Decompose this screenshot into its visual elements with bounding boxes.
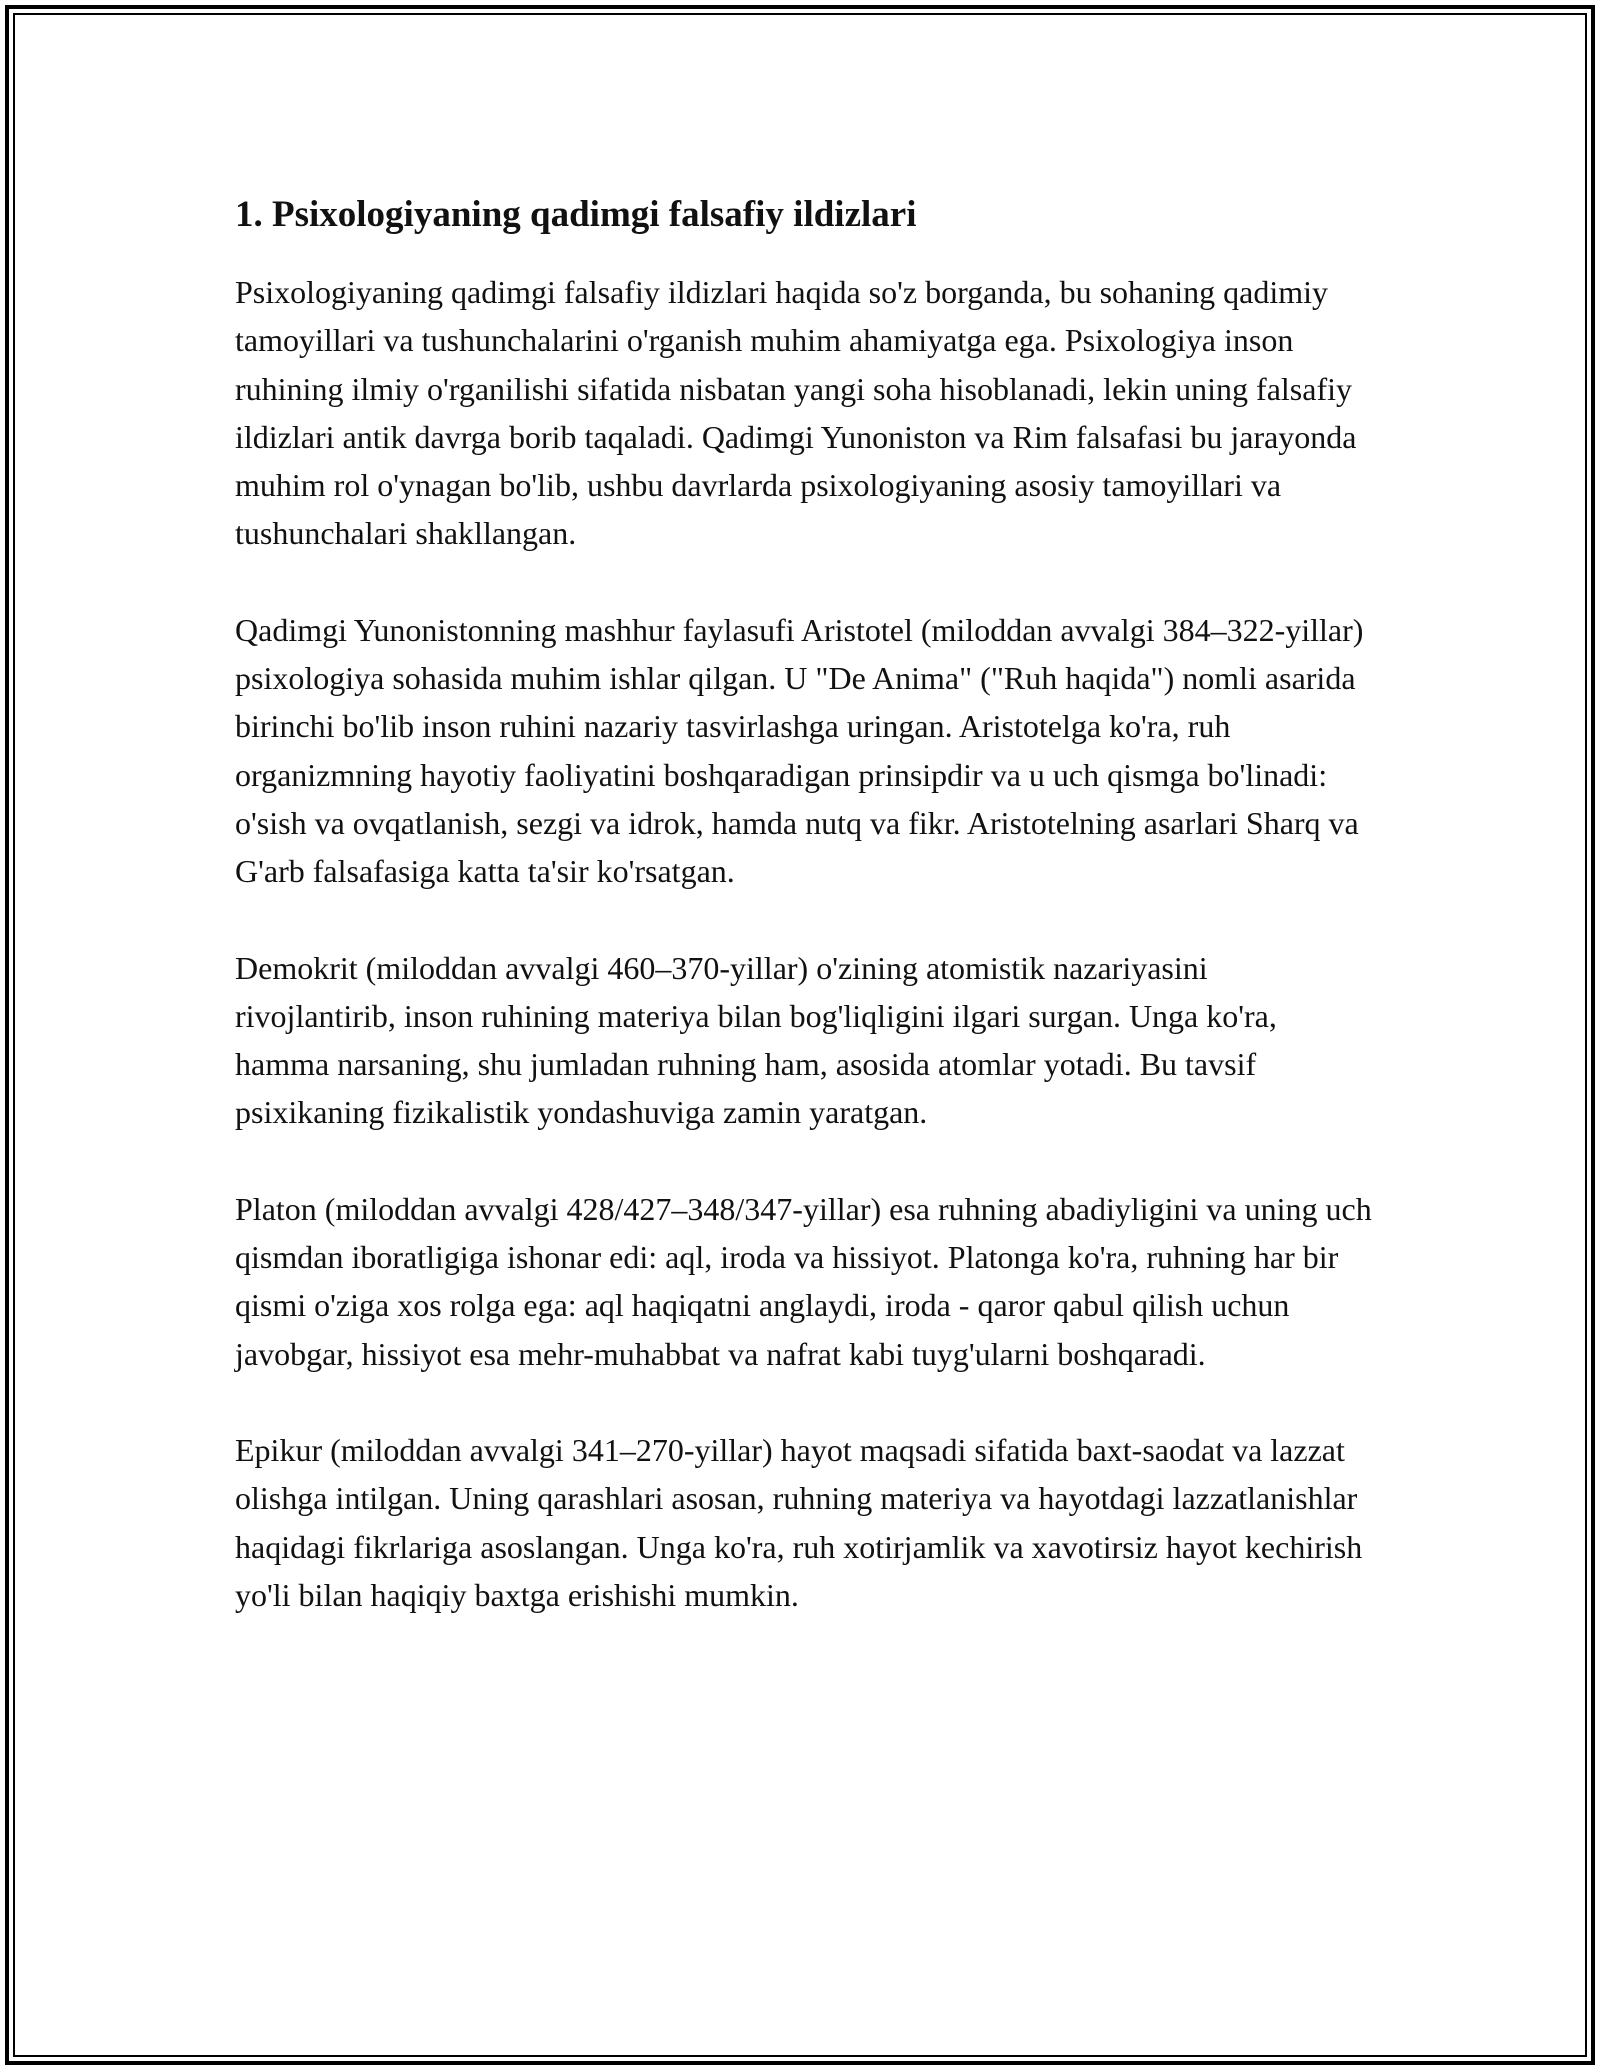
section-heading: 1. Psixologiyaning qadimgi falsafiy ildizlari	[235, 194, 917, 235]
paragraph-aristotel: Qadimgi Yunonistonning mashhur faylasufi Aristotel (miloddan avvalgi 384–322-yillar) psixologiya sohasida muhim ishlar qilgan. U "De Anima" ("Ruh haqida") nomli asarida birinchi bo'lib inson ruhini nazariy tasvirlashga uringan. Aristotelga ko'ra, ruh organizmning hayotiy faoliyatini boshqaradigan prinsipdir va u uch qismga bo'linadi: o'sish va ovqatlanish, sezgi va idrok, hamda nutq va fikr. Aristotelning asarlari Sharq va G'arb falsafasiga katta ta'sir ko'rsatgan.	[235, 611, 1364, 890]
paragraph-demokrit: Demokrit (miloddan avvalgi 460–370-yillar) o'zining atomistik nazariyasini rivojlantirib, inson ruhining materiya bilan bog'liqligini ilgari surgan. Unga ko'ra, hamma narsaning, shu jumladan ruhning ham, asosida atomlar yotadi. Bu tavsif psixikaning fizikalistik yondashuviga zamin yaratgan.	[235, 949, 1277, 1131]
paragraph-epikur: Epikur (miloddan avvalgi 341–270-yillar) hayot maqsadi sifatida baxt-saodat va lazzat olishga intilgan. Uning qarashlari asosan, ruhning materiya va hayotdagi lazzatlanishlar haqidagi fikrlariga asoslangan. Unga ko'ra, ruh xotirjamlik va xavotirsiz hayot kechirish yo'li bilan haqiqiy baxtga erishishi mumkin.	[235, 1431, 1363, 1613]
document-body	[235, 190, 1375, 1667]
paragraph-platon: Platon (miloddan avvalgi 428/427–348/347-yillar) esa ruhning abadiyligini va uning uch qismdan iboratligiga ishonar edi: aql, iroda va hissiyot. Platonga ko'ra, ruhning har bir qismi o'ziga xos rolga ega: aql haqiqatni anglaydi, iroda - qaror qabul qilish uchun javobgar, hissiyot esa mehr-muhabbat va nafrat kabi tuyg'ularni boshqaradi.	[235, 1190, 1372, 1372]
paragraph-intro: Psixologiyaning qadimgi falsafiy ildizlari haqida so'z borganda, bu sohaning qadimiy tamoyillari va tushunchalarini o'rganish muhim ahamiyatga ega. Psixologiya inson ruhining ilmiy o'rganilishi sifatida nisbatan yangi soha hisoblanadi, lekin uning falsafiy ildizlari antik davrga borib taqaladi. Qadimgi Yunoniston va Rim falsafasi bu jarayonda muhim rol o'ynagan bo'lib, ushbu davrlarda psixologiyaning asosiy tamoyillari va tushunchalari shakllangan.	[235, 274, 1357, 552]
